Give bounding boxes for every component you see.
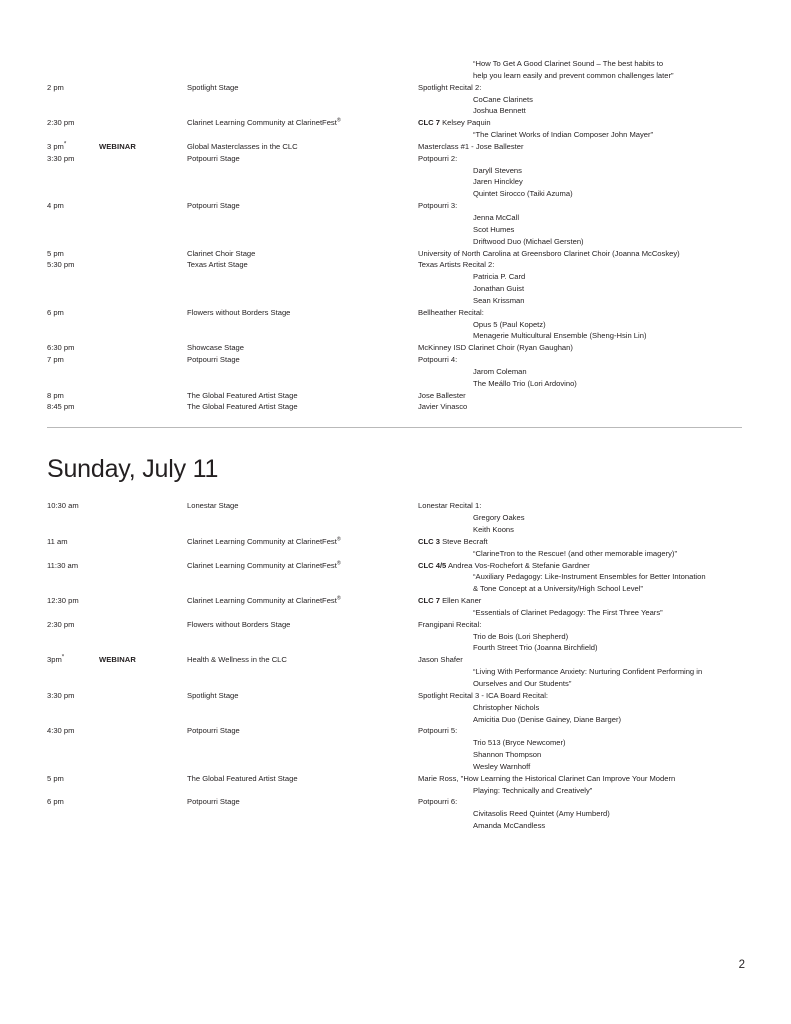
venue-cell: Potpourri Stage [187, 201, 240, 211]
sunday-rows [47, 500, 744, 832]
time-cell: 5:30 pm [47, 260, 75, 270]
event-title: Spotlight Recital 3 - ICA Board Recital: [418, 690, 548, 700]
event-title: CLC 4/5 Andrea Vos-Rochefort & Stefanie Gardner [418, 560, 590, 570]
time-cell: 3:30 pm [47, 153, 75, 163]
table-row [47, 354, 744, 390]
event-cell [418, 773, 744, 797]
event-title: Spotlight Recital 2: [418, 82, 482, 92]
event-performer: Quintet Sirocco (Taiki Azuma) [473, 189, 573, 199]
time-cell: 4:30 pm [47, 726, 75, 736]
time-cell: 3:30 pm [47, 690, 75, 700]
venue-cell: Potpourri Stage [187, 355, 240, 365]
event-cell [418, 153, 744, 200]
pre-divider-gap [47, 413, 744, 427]
time-cell: 3 pm* [47, 140, 67, 151]
clc-code: CLC 4/5 [418, 560, 447, 570]
event-cell [418, 654, 744, 690]
webinar-flag-cell [99, 342, 187, 354]
table-row [47, 153, 744, 200]
event-performer: CoCane Clarinets [473, 94, 533, 104]
venue-cell [187, 58, 418, 82]
event-performer: “Essentials of Clarinet Pedagogy: The First Three Years” [473, 607, 663, 617]
sunday-schedule-table [47, 500, 744, 832]
table-row [47, 654, 744, 690]
table-row [47, 560, 744, 596]
event-performer: Menagerie Multicultural Ensemble (Sheng-Hsin Lin) [473, 331, 647, 341]
venue-cell: Potpourri Stage [187, 153, 240, 163]
event-performer: Daryll Stevens [473, 165, 522, 175]
page-number: 2 [738, 959, 745, 971]
event-performer: Scot Humes [473, 224, 515, 234]
webinar-flag-cell [99, 390, 187, 402]
event-performer: The Meállo Trio (Lori Ardovino) [473, 378, 577, 388]
event-cell [418, 58, 744, 82]
table-row [47, 307, 744, 343]
table-row [47, 117, 744, 141]
event-performer: Jenna McCall [473, 212, 520, 222]
webinar-flag-cell [99, 536, 187, 560]
event-title: Potpourri 5: [418, 726, 458, 736]
table-row [47, 595, 744, 619]
event-title: Potpourri 6: [418, 797, 458, 807]
time-cell: 2 pm [47, 82, 64, 92]
table-row [47, 536, 744, 560]
event-cell [418, 307, 744, 343]
venue-cell: Lonestar Stage [187, 501, 239, 511]
venue-cell: The Global Featured Artist Stage [187, 402, 298, 412]
event-performer: Opus 5 (Paul Kopetz) [473, 319, 546, 329]
page-content [47, 0, 744, 832]
webinar-flag-cell [99, 500, 187, 536]
venue-cell: The Global Featured Artist Stage [187, 773, 298, 783]
webinar-flag-cell: WEBINAR [99, 655, 136, 665]
event-cell [418, 401, 744, 413]
event-performer: Joshua Bennett [473, 106, 526, 116]
event-title: Marie Ross, "How Learning the Historical Clarinet Can Improve Your Modern [418, 773, 676, 783]
event-performer: Shannon Thompson [473, 750, 542, 760]
event-cell [418, 619, 744, 655]
webinar-flag-cell [99, 200, 187, 247]
registered-trademark-icon: ® [336, 560, 341, 566]
webinar-flag-cell: WEBINAR [99, 141, 136, 151]
venue-cell: Global Masterclasses in the CLC [187, 141, 298, 151]
webinar-flag-cell [99, 354, 187, 390]
event-title: Bellheather Recital: [418, 307, 484, 317]
table-row [47, 141, 744, 153]
event-cell [418, 536, 744, 560]
event-performer: Jaren Hinckley [473, 177, 523, 187]
event-title: McKinney ISD Clarinet Choir (Ryan Gaughan) [418, 343, 573, 353]
event-title: CLC 3 Steve Becraft [418, 536, 488, 546]
top-margin [47, 0, 744, 58]
webinar-flag-cell [99, 117, 187, 141]
table-row [47, 58, 744, 82]
table-row [47, 248, 744, 260]
event-cell [418, 342, 744, 354]
event-cell [418, 500, 744, 536]
event-cell [418, 796, 744, 832]
time-cell: 4 pm [47, 201, 64, 211]
webinar-flag-cell [99, 307, 187, 343]
webinar-flag-cell [99, 401, 187, 413]
event-performer: “Auxiliary Pedagogy: Like-Instrument Ensembles for Better Intonation [473, 572, 706, 582]
venue-cell: Clarinet Choir Stage [187, 248, 256, 258]
event-performer: Jarom Coleman [473, 366, 527, 376]
event-performer: Patricia P. Card [473, 272, 526, 282]
event-title: Texas Artists Recital 2: [418, 260, 495, 270]
event-performer: Jonathan Guist [473, 284, 525, 294]
event-performer: Driftwood Duo (Michael Gersten) [473, 236, 584, 246]
webinar-flag-cell [99, 725, 187, 772]
event-title: CLC 7 Ellen Kaner [418, 596, 482, 606]
time-cell: 8 pm [47, 390, 64, 400]
saturday-rows [47, 58, 744, 413]
event-title: Frangipani Recital: [418, 619, 482, 629]
event-cell [418, 200, 744, 247]
clc-code: CLC 7 [418, 118, 440, 128]
event-cell [418, 259, 744, 306]
venue-cell: Flowers without Borders Stage [187, 307, 291, 317]
time-cell: 12:30 pm [47, 596, 79, 606]
time-cell: 8:45 pm [47, 402, 75, 412]
event-title: Masterclass #1 - Jose Ballester [418, 141, 524, 151]
heading-gap [47, 484, 744, 500]
webinar-flag-cell [99, 560, 187, 596]
event-continuation: “How To Get A Good Clarinet Sound – The best habits to [473, 59, 664, 68]
event-title: University of North Carolina at Greensboro Clarinet Choir (Joanna McCoskey) [418, 248, 680, 258]
time-cell: 3pm* [47, 653, 65, 665]
webinar-flag-cell [99, 690, 187, 726]
table-row [47, 619, 744, 655]
webinar-flag-cell [99, 259, 187, 306]
table-row [47, 390, 744, 402]
event-title: Potpourri 4: [418, 355, 458, 365]
event-performer: Gregory Oakes [473, 513, 525, 523]
webinar-flag-cell [99, 796, 187, 832]
webinar-flag-cell [99, 595, 187, 619]
table-row [47, 725, 744, 772]
event-title: Potpourri 3: [418, 201, 458, 211]
venue-cell: Clarinet Learning Community at ClarinetFest® [187, 595, 341, 606]
event-cell [418, 560, 744, 596]
event-performer: Trio 513 (Bryce Newcomer) [473, 738, 566, 748]
event-title: Jose Ballester [418, 390, 466, 400]
event-performer: “Living With Performance Anxiety: Nurturing Confident Performing in [473, 667, 703, 677]
time-cell: 7 pm [47, 355, 64, 365]
post-divider-gap [47, 428, 744, 454]
venue-cell: Clarinet Learning Community at ClarinetFest® [187, 117, 341, 128]
venue-cell: Flowers without Borders Stage [187, 619, 291, 629]
venue-cell: Clarinet Learning Community at ClarinetFest® [187, 560, 341, 570]
event-cell [418, 725, 744, 772]
webinar-flag-cell [99, 619, 187, 655]
time-cell: 10:30 am [47, 501, 79, 511]
webinar-flag-cell [99, 248, 187, 260]
event-performer: Amicitia Duo (Denise Gainey, Diane Barger) [473, 714, 621, 724]
time-cell: 11 am [47, 536, 68, 546]
time-cell: 11:30 am [47, 560, 79, 570]
table-row [47, 500, 744, 536]
registered-trademark-icon: ® [336, 536, 341, 543]
event-title: Lonestar Recital 1: [418, 501, 482, 511]
event-cell [418, 390, 744, 402]
event-cell [418, 690, 744, 726]
clc-code: CLC 3 [418, 536, 440, 546]
page-title: Sunday, July 11 [47, 455, 219, 484]
time-cell: 5 pm [47, 248, 64, 258]
event-title: Potpourri 2: [418, 153, 458, 163]
table-row [47, 342, 744, 354]
footnote-asterisk: * [61, 653, 65, 661]
event-title: Jason Shafer [418, 655, 463, 665]
venue-cell: Health & Wellness in the CLC [187, 655, 287, 665]
table-row [47, 200, 744, 247]
venue-cell: Potpourri Stage [187, 726, 240, 736]
table-row [47, 796, 744, 832]
event-performer: Amanda McCandless [473, 821, 546, 831]
event-cell [418, 595, 744, 619]
event-cell [418, 117, 744, 141]
event-performer: “ClarineTron to the Rescue! (and other memorable imagery)” [473, 548, 677, 558]
webinar-flag-cell [99, 773, 187, 797]
event-cell [418, 248, 744, 260]
table-row [47, 82, 744, 118]
venue-cell: Showcase Stage [187, 343, 244, 353]
venue-cell: Clarinet Learning Community at ClarinetFest® [187, 536, 341, 546]
time-cell: 2:30 pm [47, 619, 75, 629]
event-performer: Wesley Warnhoff [473, 761, 531, 771]
event-cell [418, 82, 744, 118]
table-row [47, 401, 744, 413]
registered-trademark-icon: ® [336, 595, 341, 602]
event-performer: Ourselves and Our Students” [473, 678, 572, 688]
event-performer: Fourth Street Trio (Joanna Birchfield) [473, 643, 598, 653]
webinar-flag-cell [99, 82, 187, 118]
webinar-flag-cell [99, 153, 187, 200]
footnote-asterisk: * [63, 140, 67, 148]
time-cell: 2:30 pm [47, 118, 75, 128]
venue-cell: Spotlight Stage [187, 82, 239, 92]
event-performer: “The Clarinet Works of Indian Composer John Mayer” [473, 130, 654, 140]
venue-cell: The Global Featured Artist Stage [187, 390, 298, 400]
event-cell [418, 354, 744, 390]
time-cell: 6 pm [47, 307, 64, 317]
venue-cell: Texas Artist Stage [187, 260, 248, 270]
table-row [47, 259, 744, 306]
event-performer: Trio de Bois (Lori Shepherd) [473, 631, 569, 641]
venue-cell: Potpourri Stage [187, 797, 240, 807]
event-performer: & Tone Concept at a University/High School Level” [473, 584, 643, 594]
event-performer: Christopher Nichols [473, 702, 540, 712]
event-title: Javier Vinasco [418, 402, 468, 412]
time-cell [47, 58, 99, 82]
registered-trademark-icon: ® [336, 117, 341, 124]
event-performer: Keith Koons [473, 525, 514, 534]
time-cell: 6:30 pm [47, 343, 75, 353]
event-title: CLC 7 Kelsey Paquin [418, 118, 491, 128]
time-cell: 5 pm [47, 773, 64, 783]
event-performer: Civitasolis Reed Quintet (Amy Humberd) [473, 809, 610, 819]
table-row [47, 690, 744, 726]
event-performer: Playing: Technically and Creatively” [473, 785, 593, 795]
event-continuation: help you learn easily and prevent common challenges later” [473, 70, 674, 80]
clc-code: CLC 7 [418, 596, 440, 606]
saturday-schedule-table [47, 58, 744, 413]
event-cell [418, 141, 744, 153]
event-performer: Sean Krissman [473, 295, 525, 305]
venue-cell: Spotlight Stage [187, 690, 239, 700]
table-row [47, 773, 744, 797]
time-cell: 6 pm [47, 797, 64, 807]
webinar-flag-cell [99, 58, 187, 82]
